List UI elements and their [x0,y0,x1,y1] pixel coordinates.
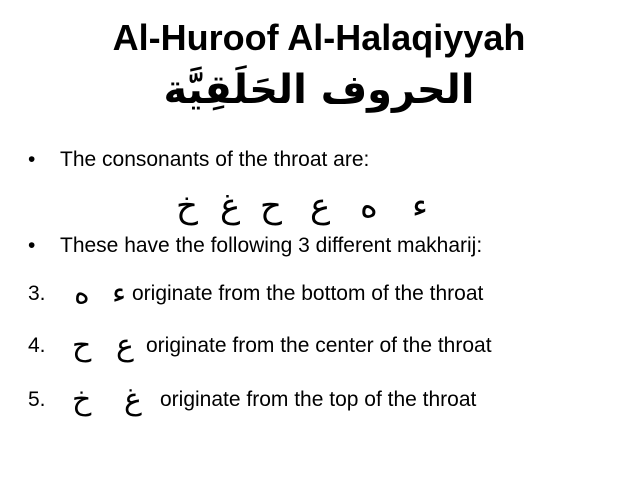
arabic-letter: غ [220,186,241,226]
item-text: originate from the bottom of the throat [132,282,484,305]
arabic-letter: خ [72,382,92,417]
item-text: originate from the top of the throat [160,388,477,411]
arabic-letter: ح [72,328,92,363]
item-number: 3. [28,282,46,305]
arabic-letter: ع [116,328,134,363]
item-number: 4. [28,334,46,357]
bullet-text: The consonants of the throat are: [60,148,370,171]
arabic-letter: غ [124,382,142,417]
item-number: 5. [28,388,46,411]
arabic-letter: ء [112,276,127,311]
bullet-item [28,232,482,260]
arabic-letter: ح [260,186,282,226]
arabic-letter: ه [360,186,378,226]
arabic-letter: ء [412,186,428,226]
bullet-dot: • [28,148,36,171]
slide-title-arabic: الحروف الحَلَقِيَّة [163,67,475,113]
bullet-text: These have the following 3 different makharij: [60,234,483,257]
bullet-item [28,146,369,174]
item-text: originate from the center of the throat [146,334,492,357]
slide-title: Al-Huroof Al-Halaqiyyah [112,17,526,58]
arabic-letter: خ [176,186,198,226]
arabic-letter: ع [310,186,331,226]
throat-letters-row [150,184,450,228]
bullet-dot: • [28,234,36,257]
arabic-letter: ه [74,276,90,311]
